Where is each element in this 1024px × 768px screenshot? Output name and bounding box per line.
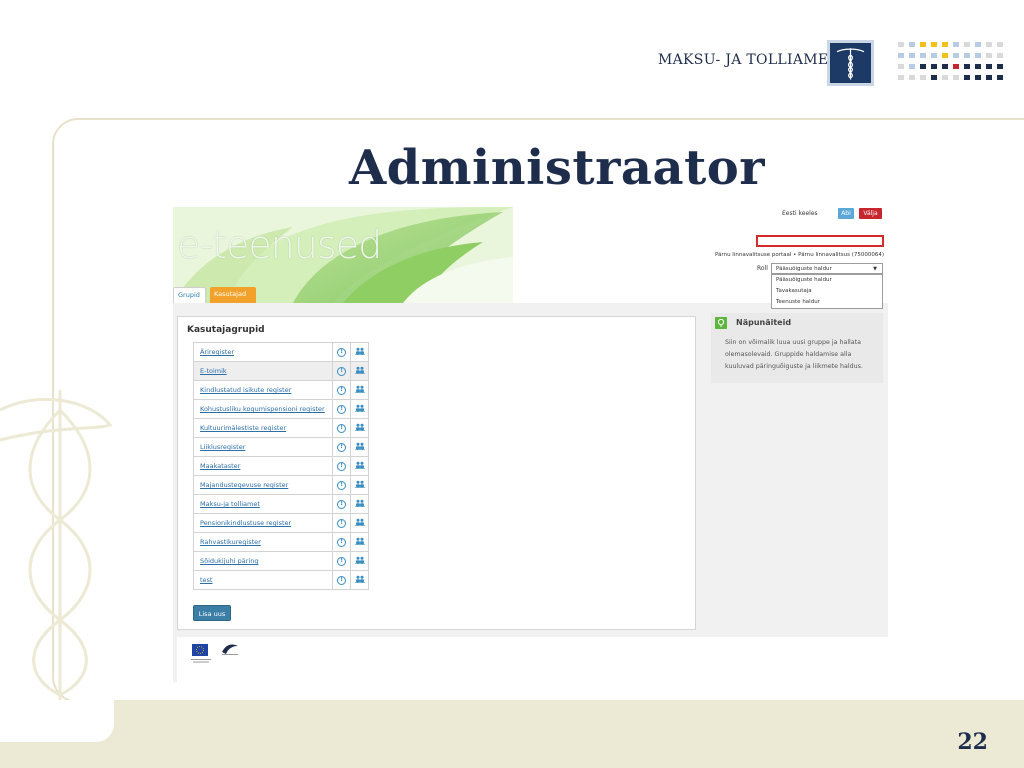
decorative-dot: [920, 42, 926, 47]
members-cell: [351, 438, 369, 457]
info-cell: [333, 400, 351, 419]
table-row: [194, 476, 369, 495]
decorative-dot: [898, 75, 904, 80]
slide-title: Administraator: [348, 140, 766, 196]
decorative-dot: [986, 53, 992, 58]
group-link[interactable]: Kohustusliku kogumispensioni register: [194, 400, 333, 419]
members-cell: [351, 419, 369, 438]
info-icon[interactable]: !: [337, 443, 346, 452]
eteenused-logo: e-teenused: [177, 223, 382, 267]
decorative-dot: [909, 75, 915, 80]
users-icon[interactable]: [355, 499, 365, 507]
decorative-dot: [931, 75, 937, 80]
estonia-logo-icon: [220, 642, 240, 656]
info-icon[interactable]: !: [337, 538, 346, 547]
app-screenshot: [173, 207, 888, 682]
table-row: [194, 552, 369, 571]
decorative-dot-grid: [898, 40, 1008, 86]
users-icon[interactable]: [355, 480, 365, 488]
info-cell: [333, 381, 351, 400]
users-icon[interactable]: [355, 518, 365, 526]
page-number: 22: [957, 729, 988, 755]
language-button[interactable]: Eesti keeles: [782, 210, 818, 217]
table-row: [194, 495, 369, 514]
decorative-dot: [942, 64, 948, 69]
info-cell: [333, 343, 351, 362]
decorative-dot: [964, 53, 970, 58]
role-label: Roll: [757, 265, 768, 272]
chevron-down-icon: ▼: [873, 266, 877, 272]
group-link[interactable]: Sõidukijuhi päring: [194, 552, 333, 571]
users-icon[interactable]: [355, 347, 365, 355]
users-icon[interactable]: [355, 366, 365, 374]
decorative-dot: [953, 42, 959, 47]
info-cell: [333, 514, 351, 533]
info-icon[interactable]: !: [337, 462, 346, 471]
table-row: [194, 533, 369, 552]
decorative-dot: [986, 64, 992, 69]
user-groups-panel: [177, 316, 696, 630]
role-option[interactable]: Teenuste haldur: [776, 299, 820, 305]
decorative-dot: [920, 75, 926, 80]
decorative-dot: [964, 42, 970, 47]
tips-panel: [711, 313, 883, 383]
table-row: [194, 419, 369, 438]
decorative-dot: [909, 42, 915, 47]
help-button[interactable]: Abi: [838, 208, 854, 219]
slide-bottom-band: [0, 700, 1024, 768]
role-option[interactable]: Tavakasutaja: [776, 288, 812, 294]
group-link[interactable]: E-toimik: [194, 362, 333, 381]
decorative-dot: [975, 75, 981, 80]
portal-info: Pärnu linnavalitsuse portaal • Pärnu linnavalitsus (75000064): [714, 252, 884, 258]
decorative-dot: [997, 53, 1003, 58]
decorative-dot: [953, 64, 959, 69]
members-cell: [351, 362, 369, 381]
info-icon[interactable]: !: [337, 576, 346, 585]
table-row: [194, 514, 369, 533]
group-link[interactable]: test: [194, 571, 333, 590]
users-icon[interactable]: [355, 461, 365, 469]
info-icon[interactable]: !: [337, 481, 346, 490]
group-table: [193, 342, 369, 590]
eu-caption-image: [190, 658, 212, 664]
decorative-dot: [986, 75, 992, 80]
info-cell: [333, 571, 351, 590]
users-icon[interactable]: [355, 385, 365, 393]
table-row: [194, 400, 369, 419]
group-link[interactable]: Pensionikindlustuse register: [194, 514, 333, 533]
role-dropdown-list: [771, 274, 883, 309]
users-icon[interactable]: [355, 575, 365, 583]
table-row: [194, 438, 369, 457]
table-row: [194, 362, 369, 381]
decorative-dot: [931, 64, 937, 69]
tips-text: Siin on võimalik luua uusi gruppe ja hallata olemasolevaid. Gruppide haldamise alla kuuluvad päringuõiguste ja liikmete haldus.: [725, 339, 863, 370]
group-link[interactable]: Kultuurimälestiste register: [194, 419, 333, 438]
info-cell: [333, 457, 351, 476]
lightbulb-icon: [715, 317, 727, 329]
members-cell: [351, 571, 369, 590]
tab-kasutajad[interactable]: Kasutajad: [210, 287, 256, 303]
decorative-dot: [964, 64, 970, 69]
tab-grupid[interactable]: Grupid: [173, 287, 206, 303]
members-cell: [351, 533, 369, 552]
decorative-dot: [920, 64, 926, 69]
decorative-dot: [942, 42, 948, 47]
caduceus-emblem-icon: [827, 40, 874, 86]
members-cell: [351, 514, 369, 533]
group-link[interactable]: Äriregister: [194, 343, 333, 362]
info-icon[interactable]: !: [337, 424, 346, 433]
members-cell: [351, 495, 369, 514]
info-icon[interactable]: !: [337, 348, 346, 357]
group-link[interactable]: Liiklusregister: [194, 438, 333, 457]
highlight-red-box: [756, 235, 884, 247]
decorative-dot: [931, 42, 937, 47]
role-select[interactable]: [771, 263, 883, 274]
caduceus-watermark-icon: [0, 370, 120, 700]
table-row: [194, 457, 369, 476]
decorative-dot: [931, 53, 937, 58]
group-link[interactable]: Maksu-ja tolliamet: [194, 495, 333, 514]
users-icon[interactable]: [355, 537, 365, 545]
users-icon[interactable]: [355, 423, 365, 431]
decorative-dot: [898, 42, 904, 47]
info-cell: [333, 495, 351, 514]
decorative-dot: [975, 53, 981, 58]
members-cell: [351, 552, 369, 571]
decorative-dot: [909, 64, 915, 69]
slide-bottom-notch: [0, 700, 114, 742]
role-select-value: Pääsuõiguste haldur: [776, 266, 832, 272]
decorative-dot: [953, 75, 959, 80]
eu-flag-icon: [192, 644, 208, 656]
group-link[interactable]: Majandustegevuse register: [194, 476, 333, 495]
info-cell: [333, 362, 351, 381]
info-cell: [333, 419, 351, 438]
info-icon[interactable]: !: [337, 386, 346, 395]
info-cell: [333, 476, 351, 495]
decorative-dot: [942, 53, 948, 58]
info-icon[interactable]: !: [337, 367, 346, 376]
info-cell: [333, 438, 351, 457]
panel-title: Kasutajagrupid: [187, 325, 265, 335]
decorative-dot: [997, 64, 1003, 69]
table-row: [194, 381, 369, 400]
add-new-button[interactable]: Lisa uus: [193, 605, 231, 621]
members-cell: [351, 476, 369, 495]
decorative-dot: [953, 53, 959, 58]
decorative-dot: [997, 75, 1003, 80]
info-icon[interactable]: !: [337, 557, 346, 566]
decorative-dot: [975, 64, 981, 69]
members-cell: [351, 381, 369, 400]
footer-strip: [177, 637, 888, 682]
info-icon[interactable]: !: [337, 500, 346, 509]
decorative-dot: [986, 42, 992, 47]
group-link[interactable]: Rahvastikuregister: [194, 533, 333, 552]
info-cell: [333, 552, 351, 571]
decorative-dot: [909, 53, 915, 58]
decorative-dot: [920, 53, 926, 58]
members-cell: [351, 457, 369, 476]
users-icon[interactable]: [355, 556, 365, 564]
decorative-dot: [942, 75, 948, 80]
logout-button[interactable]: Välja: [859, 208, 882, 219]
users-icon[interactable]: [355, 404, 365, 412]
users-icon[interactable]: [355, 442, 365, 450]
decorative-dot: [898, 64, 904, 69]
group-link[interactable]: Kindlustatud isikute register: [194, 381, 333, 400]
decorative-dot: [898, 53, 904, 58]
info-icon[interactable]: !: [337, 405, 346, 414]
info-icon[interactable]: !: [337, 519, 346, 528]
decorative-dot: [964, 75, 970, 80]
group-link[interactable]: Maakataster: [194, 457, 333, 476]
decorative-dot: [975, 42, 981, 47]
decorative-dot: [997, 42, 1003, 47]
role-option[interactable]: Pääsuõiguste haldur: [776, 277, 832, 283]
members-cell: [351, 400, 369, 419]
brand-name: MAKSU- JA TOLLIAMET: [658, 52, 839, 68]
members-cell: [351, 343, 369, 362]
table-row: [194, 571, 369, 590]
info-cell: [333, 533, 351, 552]
table-row: [194, 343, 369, 362]
tips-title: Näpunäiteid: [736, 318, 792, 327]
